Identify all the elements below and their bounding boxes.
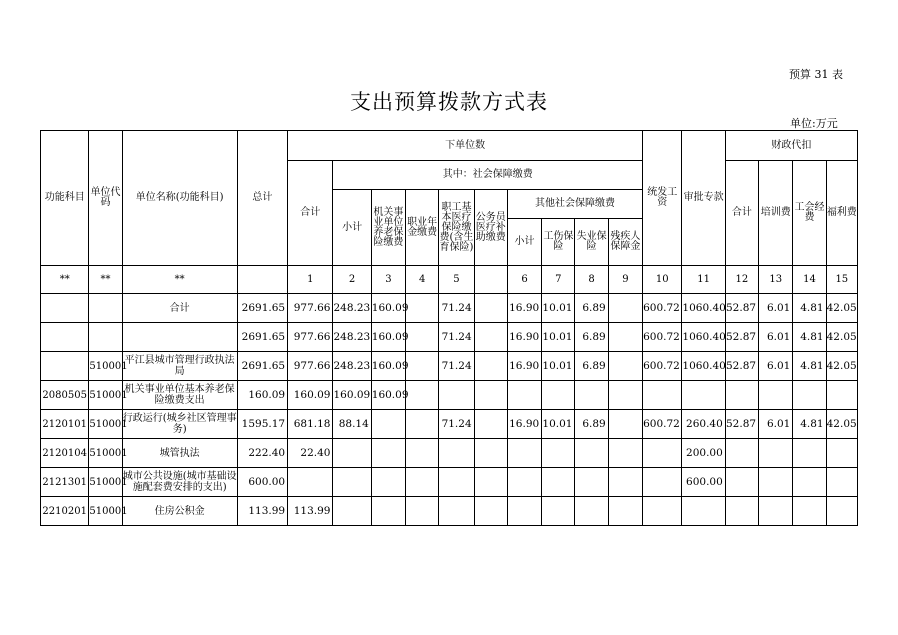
table-reference: 预算 31 表 — [789, 68, 843, 81]
value-cell: 16.90 — [507, 352, 541, 381]
index-cell: 13 — [759, 266, 793, 294]
header-fiscal-total: 合计 — [725, 161, 758, 266]
table-body — [41, 294, 858, 526]
value-cell: 113.99 — [288, 497, 333, 526]
value-cell — [725, 439, 758, 468]
header-special: 审批专款 — [682, 131, 725, 266]
value-cell — [682, 497, 725, 526]
value-cell — [439, 497, 474, 526]
value-cell: 160.09 — [371, 294, 405, 323]
value-cell — [474, 468, 507, 497]
header-social-subtotal: 小计 — [333, 190, 371, 266]
index-cell — [474, 266, 507, 294]
value-cell — [826, 439, 857, 468]
value-cell: 1595.17 — [237, 410, 287, 439]
value-cell — [608, 294, 642, 323]
value-cell — [542, 468, 575, 497]
value-cell: 600.00 — [237, 468, 287, 497]
value-cell: 248.23 — [333, 323, 371, 352]
value-cell: 248.23 — [333, 352, 371, 381]
index-cell: 1 — [288, 266, 333, 294]
table-row — [41, 497, 858, 526]
value-cell: 10.01 — [542, 352, 575, 381]
value-cell — [333, 497, 371, 526]
header-other-social: 其他社会保障缴费 — [507, 190, 642, 219]
value-cell: 42.05 — [826, 352, 857, 381]
unit-name-cell — [122, 323, 237, 352]
value-cell: 6.89 — [575, 294, 608, 323]
value-cell: 160.09 — [237, 381, 287, 410]
value-cell — [406, 381, 439, 410]
value-cell: 71.24 — [439, 323, 474, 352]
value-cell: 4.81 — [793, 352, 826, 381]
value-cell: 16.90 — [507, 410, 541, 439]
unit-name-cell: 住房公积金 — [122, 497, 237, 526]
value-cell: 10.01 — [542, 294, 575, 323]
func-code-cell: 2080505 — [41, 381, 89, 410]
value-cell: 681.18 — [288, 410, 333, 439]
header-medical: 职工基本医疗保险缴费(含生育保险) — [439, 190, 474, 266]
value-cell — [333, 468, 371, 497]
value-cell — [406, 497, 439, 526]
header-other-subtotal: 小计 — [507, 219, 541, 266]
value-cell: 6.01 — [759, 323, 793, 352]
value-cell: 977.66 — [288, 352, 333, 381]
value-cell — [759, 468, 793, 497]
value-cell — [608, 410, 642, 439]
value-cell: 6.01 — [759, 410, 793, 439]
table-row — [41, 294, 858, 323]
value-cell — [406, 323, 439, 352]
index-cell: 5 — [439, 266, 474, 294]
value-cell — [643, 439, 682, 468]
unit-name-cell: 城市公共设施(城市基础设施配套费安排的支出) — [122, 468, 237, 497]
value-cell — [406, 439, 439, 468]
header-union: 工会经费 — [793, 161, 826, 266]
index-cell: ** — [89, 266, 122, 294]
value-cell: 22.40 — [288, 439, 333, 468]
value-cell — [507, 468, 541, 497]
value-cell — [439, 381, 474, 410]
value-cell — [371, 439, 405, 468]
value-cell: 977.66 — [288, 323, 333, 352]
unit-code-cell: 510001 — [89, 410, 122, 439]
value-cell — [542, 381, 575, 410]
value-cell — [507, 497, 541, 526]
value-cell — [608, 381, 642, 410]
value-cell — [371, 410, 405, 439]
index-cell: 9 — [608, 266, 642, 294]
value-cell — [826, 381, 857, 410]
index-row — [41, 266, 858, 294]
func-code-cell: 2210201 — [41, 497, 89, 526]
value-cell: 600.72 — [643, 410, 682, 439]
value-cell: 600.72 — [643, 352, 682, 381]
index-cell — [237, 266, 287, 294]
header-unit-code: 单位代码 — [89, 131, 122, 266]
unit-code-cell: 510001 — [89, 381, 122, 410]
value-cell: 52.87 — [725, 323, 758, 352]
value-cell: 6.01 — [759, 352, 793, 381]
value-cell — [575, 497, 608, 526]
value-cell — [439, 439, 474, 468]
header-total: 总计 — [237, 131, 287, 266]
unit-name-cell: 行政运行(城乡社区管理事务) — [122, 410, 237, 439]
value-cell — [826, 468, 857, 497]
value-cell — [575, 381, 608, 410]
value-cell: 42.05 — [826, 410, 857, 439]
index-cell: 6 — [507, 266, 541, 294]
value-cell: 1060.40 — [682, 323, 725, 352]
header-disability: 残疾人保障金 — [608, 219, 642, 266]
value-cell: 42.05 — [826, 294, 857, 323]
value-cell: 16.90 — [507, 323, 541, 352]
value-cell — [826, 497, 857, 526]
table-row — [41, 323, 858, 352]
value-cell — [725, 468, 758, 497]
index-cell: ** — [41, 266, 89, 294]
func-code-cell: 2120101 — [41, 410, 89, 439]
value-cell: 6.01 — [759, 294, 793, 323]
unit-code-cell: 510001 — [89, 497, 122, 526]
table-row — [41, 381, 858, 410]
value-cell: 71.24 — [439, 352, 474, 381]
budget-table — [40, 130, 858, 526]
value-cell: 10.01 — [542, 323, 575, 352]
value-cell — [406, 294, 439, 323]
value-cell — [371, 497, 405, 526]
func-code-cell: 2121301 — [41, 468, 89, 497]
unit-code-cell: 510001 — [89, 439, 122, 468]
value-cell: 600.00 — [682, 468, 725, 497]
value-cell — [371, 468, 405, 497]
unit-name-cell: 机关事业单位基本养老保险缴费支出 — [122, 381, 237, 410]
value-cell — [793, 439, 826, 468]
value-cell — [474, 381, 507, 410]
header-subtotal-all: 合计 — [288, 161, 333, 266]
header-injury: 工伤保险 — [542, 219, 575, 266]
header-of-which-social: 其中：社会保障缴费 — [333, 161, 643, 190]
value-cell: 1060.40 — [682, 352, 725, 381]
value-cell — [406, 468, 439, 497]
value-cell — [643, 468, 682, 497]
value-cell: 6.89 — [575, 410, 608, 439]
value-cell — [608, 497, 642, 526]
index-cell: 4 — [406, 266, 439, 294]
value-cell: 52.87 — [725, 410, 758, 439]
header-training: 培训费 — [759, 161, 793, 266]
value-cell — [608, 352, 642, 381]
value-cell: 42.05 — [826, 323, 857, 352]
value-cell — [725, 381, 758, 410]
value-cell: 4.81 — [793, 410, 826, 439]
unit-code-cell — [89, 323, 122, 352]
value-cell — [759, 381, 793, 410]
header-func-code: 功能科目 — [41, 131, 89, 266]
value-cell — [643, 381, 682, 410]
unit-code-cell — [89, 294, 122, 323]
index-cell: 3 — [371, 266, 405, 294]
value-cell: 6.89 — [575, 323, 608, 352]
header-annuity: 职业年金缴费 — [406, 190, 439, 266]
value-cell: 200.00 — [682, 439, 725, 468]
value-cell: 10.01 — [542, 410, 575, 439]
page-title: 支出预算拨款方式表 — [350, 90, 548, 114]
value-cell — [474, 439, 507, 468]
value-cell — [643, 497, 682, 526]
value-cell — [333, 439, 371, 468]
table-row — [41, 468, 858, 497]
value-cell: 600.72 — [643, 323, 682, 352]
value-cell: 113.99 — [237, 497, 287, 526]
value-cell — [507, 439, 541, 468]
index-cell: 14 — [793, 266, 826, 294]
value-cell: 2691.65 — [237, 323, 287, 352]
value-cell: 71.24 — [439, 410, 474, 439]
value-cell: 1060.40 — [682, 294, 725, 323]
header-unit-name: 单位名称(功能科目) — [122, 131, 237, 266]
value-cell — [474, 294, 507, 323]
table-row — [41, 352, 858, 381]
table-row — [41, 439, 858, 468]
value-cell — [608, 439, 642, 468]
value-cell: 160.09 — [371, 381, 405, 410]
value-cell: 160.09 — [288, 381, 333, 410]
unit-code-cell: 510001 — [89, 352, 122, 381]
value-cell — [725, 497, 758, 526]
value-cell: 160.09 — [371, 352, 405, 381]
value-cell — [542, 439, 575, 468]
value-cell — [542, 497, 575, 526]
value-cell — [793, 381, 826, 410]
value-cell — [406, 410, 439, 439]
unit-name-cell: 合计 — [122, 294, 237, 323]
value-cell: 16.90 — [507, 294, 541, 323]
value-cell: 260.40 — [682, 410, 725, 439]
header-lower-unit: 下单位数 — [288, 131, 643, 161]
header-salary: 统发工资 — [643, 131, 682, 266]
index-cell: 12 — [725, 266, 758, 294]
func-code-cell — [41, 352, 89, 381]
func-code-cell — [41, 323, 89, 352]
value-cell — [439, 468, 474, 497]
index-cell: 2 — [333, 266, 371, 294]
value-cell — [507, 381, 541, 410]
unit-label: 单位:万元 — [790, 117, 838, 130]
value-cell: 977.66 — [288, 294, 333, 323]
value-cell — [474, 410, 507, 439]
func-code-cell: 2120104 — [41, 439, 89, 468]
value-cell: 222.40 — [237, 439, 287, 468]
value-cell: 4.81 — [793, 294, 826, 323]
value-cell — [288, 468, 333, 497]
value-cell: 4.81 — [793, 323, 826, 352]
index-cell: 7 — [542, 266, 575, 294]
value-cell — [474, 497, 507, 526]
value-cell — [575, 468, 608, 497]
value-cell: 71.24 — [439, 294, 474, 323]
value-cell — [759, 439, 793, 468]
header-welfare: 福利费 — [826, 161, 857, 266]
index-cell: 8 — [575, 266, 608, 294]
index-cell: 15 — [826, 266, 857, 294]
value-cell: 52.87 — [725, 294, 758, 323]
header-unemployment: 失业保险 — [575, 219, 608, 266]
header-fiscal-deduct: 财政代扣 — [725, 131, 857, 161]
unit-name-cell: 平江县城市管理行政执法局 — [122, 352, 237, 381]
value-cell — [608, 323, 642, 352]
value-cell — [793, 468, 826, 497]
value-cell: 2691.65 — [237, 352, 287, 381]
index-cell: ** — [122, 266, 237, 294]
value-cell: 6.89 — [575, 352, 608, 381]
value-cell: 88.14 — [333, 410, 371, 439]
index-cell: 11 — [682, 266, 725, 294]
index-cell: 10 — [643, 266, 682, 294]
unit-name-cell: 城管执法 — [122, 439, 237, 468]
value-cell: 248.23 — [333, 294, 371, 323]
value-cell — [474, 352, 507, 381]
value-cell: 160.09 — [333, 381, 371, 410]
value-cell: 52.87 — [725, 352, 758, 381]
func-code-cell — [41, 294, 89, 323]
value-cell: 2691.65 — [237, 294, 287, 323]
value-cell — [406, 352, 439, 381]
header-civil-medical: 公务员医疗补助缴费 — [474, 190, 507, 266]
value-cell — [759, 497, 793, 526]
value-cell — [682, 381, 725, 410]
value-cell — [608, 468, 642, 497]
value-cell — [793, 497, 826, 526]
value-cell — [575, 439, 608, 468]
header-pension: 机关事业单位养老保险缴费 — [371, 190, 405, 266]
value-cell: 600.72 — [643, 294, 682, 323]
value-cell: 160.09 — [371, 323, 405, 352]
table-row — [41, 410, 858, 439]
unit-code-cell: 510001 — [89, 468, 122, 497]
value-cell — [474, 323, 507, 352]
